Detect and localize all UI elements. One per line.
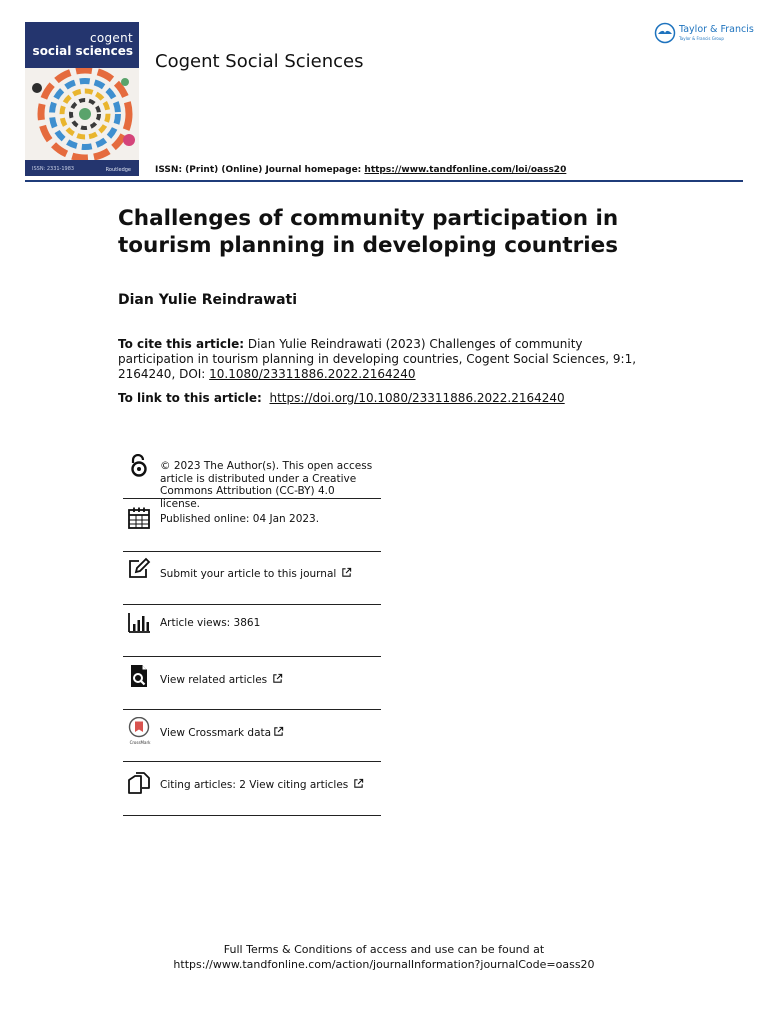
crossmark-icon: [127, 717, 151, 741]
article-views-item: Article views: 3861: [123, 604, 381, 657]
cover-publisher: Routledge: [105, 167, 131, 173]
citation-block: To cite this article: Dian Yulie Reindrawati (2023) Challenges of community participation in tourism planning in developing countries, Cogent Social Sciences, 9:1, 2164240, DOI: 10.1080/23311886.2022.2164240: [118, 337, 637, 381]
open-access-icon: [127, 454, 151, 478]
crossmark-sublabel: CrossMark: [129, 740, 151, 745]
crossmark-item[interactable]: CrossMark View Crossmark data: [123, 709, 381, 762]
taylor-francis-icon: [654, 22, 676, 44]
article-link-block: To link to this article: https://doi.org/10.1080/23311886.2022.2164240: [118, 391, 565, 405]
article-author[interactable]: Dian Yulie Reindrawati: [118, 292, 298, 308]
citing-articles-icon: [127, 771, 151, 795]
footer-terms: Full Terms & Conditions of access and use can be found at https://www.tandfonline.com/action/journalInformation?journalCode=oass20: [0, 942, 768, 972]
calendar-icon: [127, 506, 151, 530]
citing-articles-item[interactable]: Citing articles: 2 View citing articles: [123, 761, 381, 816]
article-url-link[interactable]: https://doi.org/10.1080/23311886.2022.2164240: [269, 391, 565, 405]
external-link-icon: [273, 726, 284, 737]
search-document-icon: [127, 664, 151, 688]
submit-article-item[interactable]: Submit your article to this journal: [123, 551, 381, 605]
footer-terms-link[interactable]: https://www.tandfonline.com/action/journalInformation?journalCode=oass20: [173, 958, 595, 971]
cover-issn: ISSN: 2331-1983: [32, 166, 75, 172]
bar-chart-icon: [127, 610, 151, 634]
journal-cover: [25, 22, 139, 176]
external-link-icon: [341, 567, 352, 578]
journal-homepage-link[interactable]: https://www.tandfonline.com/loi/oass20: [364, 165, 567, 175]
cover-brand: cogent social sciences: [32, 31, 133, 58]
open-access-item: © 2023 The Author(s). This open access article is distributed under a Creative Commons Attribution (CC-BY) 4.0 license.: [123, 450, 381, 499]
doi-link[interactable]: 10.1080/23311886.2022.2164240: [209, 367, 416, 381]
header-rule: [25, 180, 743, 182]
journal-name[interactable]: Cogent Social Sciences: [155, 51, 364, 72]
edit-icon: [127, 557, 151, 581]
related-articles-item[interactable]: View related articles: [123, 656, 381, 710]
cover-artwork: [25, 68, 139, 162]
external-link-icon: [353, 778, 364, 789]
published-date-item: Published online: 04 Jan 2023.: [123, 498, 381, 552]
article-title: Challenges of community participation in tourism planning in developing countries: [118, 206, 619, 258]
external-link-icon: [272, 673, 283, 684]
issn-line: ISSN: (Print) (Online) Journal homepage: https://www.tandfonline.com/loi/oass20: [155, 165, 567, 175]
taylor-francis-logo: Taylor & Francis Taylor & Francis Group: [654, 22, 676, 48]
